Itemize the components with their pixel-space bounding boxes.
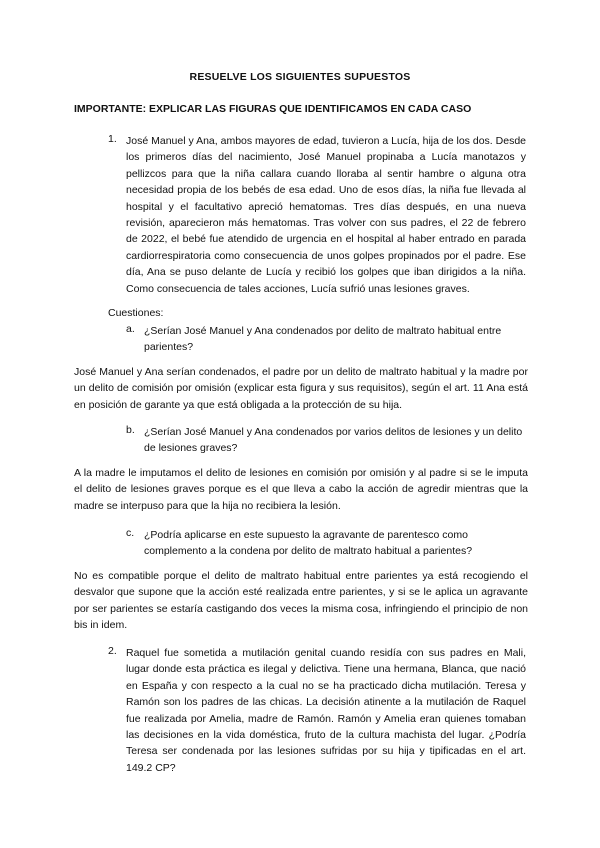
answer-b: A la madre le imputamos el delito de lesiones en comisión por omisión y al padre si se le imputa el delito de lesiones graves porque es el que lleva a cabo la acción de agredir mientras que la madre se interpuso para que la hija no recibiera la lesión.: [74, 467, 528, 512]
question-c-text: ¿Podría aplicarse en este supuesto la agravante de parentesco como complemento a la condena por delito de maltrato habitual a parientes?: [144, 529, 473, 558]
question-b-text: ¿Serían José Manuel y Ana condenados por varios delitos de lesiones y un delito de lesiones graves?: [144, 426, 523, 455]
question-a-text: ¿Serían José Manuel y Ana condenados por delito de maltrato habitual entre parientes?: [144, 325, 502, 354]
answer-c: No es compatible porque el delito de maltrato habitual entre parientes ya está recogiendo el desvalor que supone que la acción esté realizada entre parientes, y si se le aplica un agravante por ser parientes se estaría castigando dos veces la misma cosa, infringiendo el principio de non bis in idem.: [74, 570, 528, 632]
answer-a: José Manuel y Ana serían condenados, el padre por un delito de maltrato habitual y la madre por un delito de comisión por omisión (explicar esta figura y sus requisitos), según el art. 11 Ana está en posición de garante ya que está obligada a la protección de su hija.: [74, 366, 528, 411]
question-c-letter: c.: [126, 527, 135, 539]
case-1-number: 1.: [108, 133, 117, 145]
important-note: IMPORTANTE: EXPLICAR LAS FIGURAS QUE IDENTIFICAMOS EN CADA CASO: [74, 103, 472, 115]
case-2-number: 2.: [108, 645, 117, 657]
question-a-letter: a.: [126, 323, 135, 335]
question-b-letter: b.: [126, 424, 135, 436]
cuestiones-label: Cuestiones:: [108, 307, 164, 319]
document-title: RESUELVE LOS SIGUIENTES SUPUESTOS: [189, 71, 411, 83]
case-1-text: José Manuel y Ana, ambos mayores de edad, tuvieron a Lucía, hija de los dos. Desde los primeros días del nacimiento, José Manuel propinaba a Lucía manotazos y pellizcos para que la niña callara cuando lloraba al sentir hambre o alguna otra necesidad propia de los bebés de esa edad. Uno de esos días, la niña fue llevada al hospital y el facultativo apreció hematomas. Tres días después, en una nueva revisión, aparecieron más hematomas. Tras volver con sus padres, el 22 de febrero de 2022, el bebé fue atendido de urgencia en el hospital al haber entrado en parada cardiorrespiratoria como consecuencia de unos golpes propinados por el padre. Ese día, Ana se puso delante de Lucía y recibió los golpes que iban dirigidos a la niña. Como consecuencia de tales acciones, Lucía sufrió unas lesiones graves.: [126, 135, 526, 295]
case-2-text: Raquel fue sometida a mutilación genital cuando residía con sus padres en Mali, lugar donde esta práctica es ilegal y delictiva. Tiene una hermana, Blanca, que nació en España y con respecto a la cual no se ha practicado dicha mutilación. Teresa y Ramón son los padres de las chicas. La decisión atinente a la mutilación de Raquel fue realizada por Amelia, madre de Ramón. Ramón y Amelia eran quienes tomaban las decisiones en la vida doméstica, fruto de la cultura machista del lugar. ¿Podría Teresa ser condenada por las lesiones sufridas por su hija y tipificadas en el art. 149.2 CP?: [126, 647, 526, 774]
